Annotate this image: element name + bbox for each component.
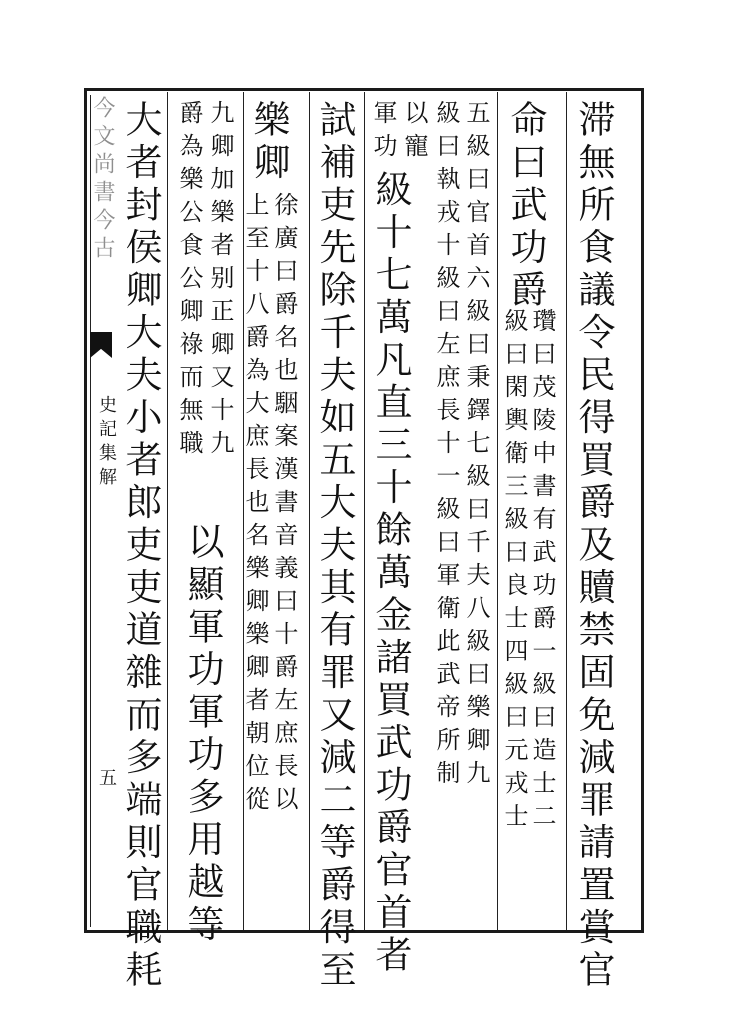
text-column: 試補吏先除千夫如五大夫其有罪又減二等爵得至 [313, 100, 356, 993]
text-column: 命曰武功爵 [504, 100, 547, 313]
gutter-page-number: 五 [96, 768, 117, 786]
annotation-column: 爵為樂公食公卿祿而無職 [175, 100, 203, 463]
column-divider [309, 92, 310, 930]
column-divider [167, 92, 168, 930]
annotation-column: 級曰執戎十級曰左庶長十一級曰軍衛此武帝所制 [432, 100, 460, 793]
annotation-column: 以寵 [400, 100, 428, 166]
annotation-column: 五級曰官首六級曰秉鐸七級曰千夫八級曰樂卿九 [462, 100, 490, 793]
gutter-top-text: 今文尚書今古 [90, 96, 115, 264]
text-column: 以顯軍功軍功多用越等 [181, 522, 224, 947]
text-column: 滞無所食議令民得買爵及贖禁固免減罪請置賞官 [572, 100, 615, 993]
annotation-column: 級曰閑輿衛三級曰良士四級曰元戎士 [500, 308, 528, 836]
text-column: 大者封侯卿大夫小者郎吏吏道雜而多端則官職耗 [119, 100, 162, 993]
column-divider [566, 92, 567, 930]
annotation-column: 上至十八爵為大庶長也名樂卿樂卿者朝位從 [241, 192, 269, 819]
text-column: 級十七萬凡直三十餘萬金諸買武功爵官首者 [369, 170, 412, 978]
annotation-column: 九卿加樂者别正卿又十九 [206, 100, 234, 463]
column-divider [497, 92, 498, 930]
annotation-column: 瓚曰茂陵中書有武功爵一級曰造士二 [528, 308, 556, 836]
text-column: 樂卿 [247, 100, 290, 185]
annotation-column: 軍功 [369, 100, 397, 166]
column-divider [364, 92, 365, 930]
annotation-column: 徐廣曰爵名也駰案漢書音義曰十爵左庶長以 [270, 192, 298, 819]
gutter-book-title: 史記集解 [96, 395, 117, 491]
